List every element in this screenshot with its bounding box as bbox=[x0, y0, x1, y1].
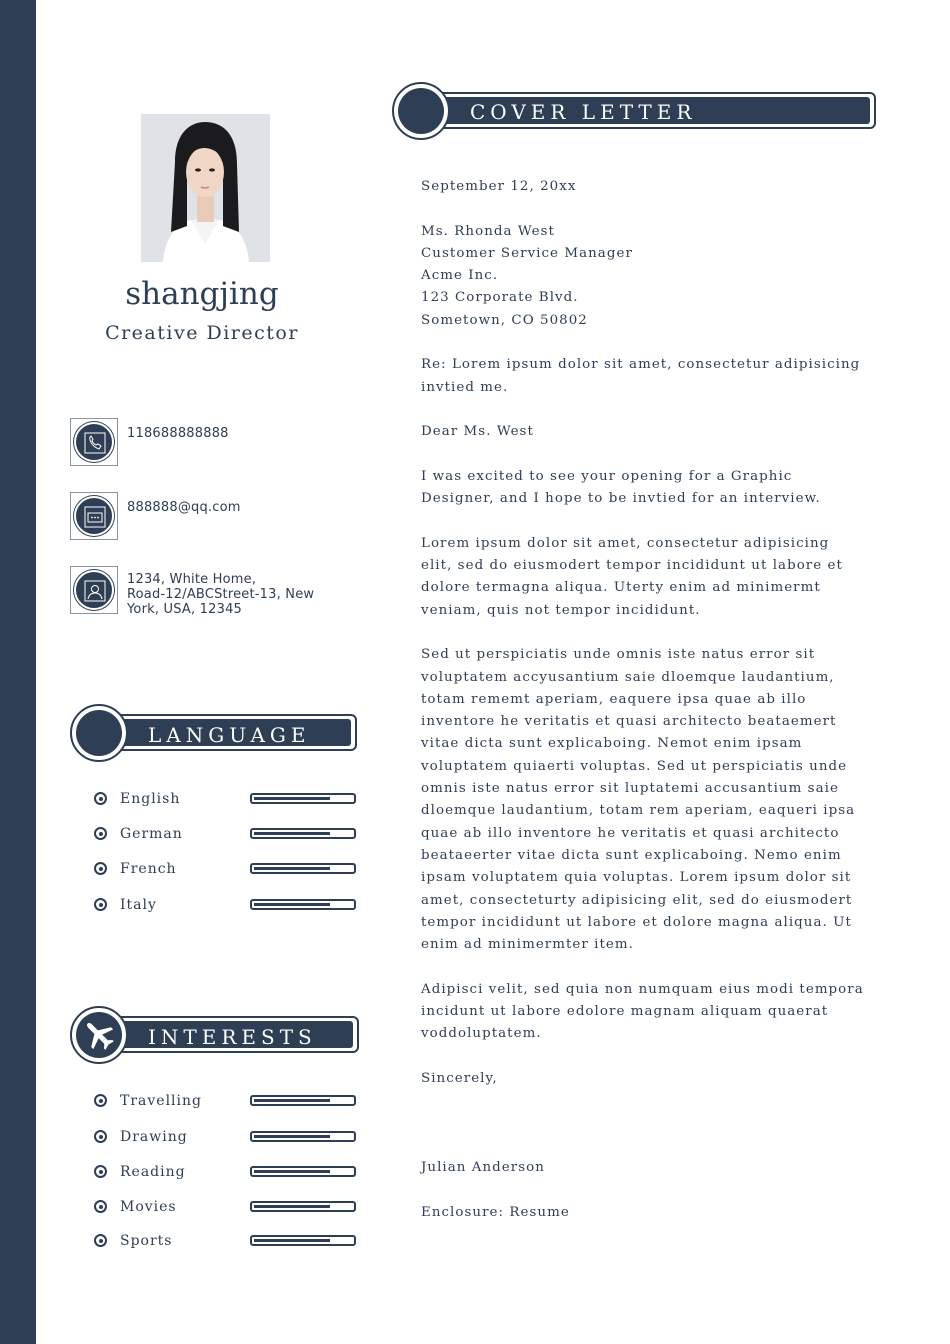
recipient-line: Ms. Rhonda West bbox=[421, 223, 555, 239]
subject-line: Re: Lorem ipsum dolor sit amet, consectetur adipisicing bbox=[421, 357, 861, 373]
subject-line: invtied me. bbox=[421, 379, 509, 395]
interests-level-bar bbox=[250, 1166, 356, 1177]
recipient-line: 123 Corporate Blvd. bbox=[421, 290, 579, 306]
paragraph-line: voluptatem quiaerti voluptas. Sed ut perspiciatis unde bbox=[421, 758, 848, 774]
paragraph-line: vitae dicta sunt explicaboing. Nemot enim ipsam bbox=[421, 736, 803, 752]
paragraph-line: enim ad minimermter item. bbox=[421, 937, 634, 953]
interests-level-fill bbox=[254, 1205, 330, 1208]
portrait-image bbox=[141, 114, 270, 262]
interests-name: Drawing bbox=[120, 1129, 188, 1145]
target-bullet-icon bbox=[94, 1200, 107, 1213]
paragraph-line: voddoluptatem. bbox=[421, 1026, 542, 1042]
paragraph-line: beataeerter vitae dicta sunt explicaboing. Nemo enim bbox=[421, 847, 842, 863]
cover-letter-body bbox=[421, 176, 891, 1224]
paragraph-line: inventore he veritatis et quasi architecto beataemert bbox=[421, 714, 837, 730]
phone-icon-box bbox=[70, 418, 118, 466]
interests-level-fill bbox=[254, 1135, 330, 1138]
interests-level-bar bbox=[250, 1201, 356, 1212]
address-text bbox=[127, 572, 327, 617]
email-icon-box bbox=[70, 492, 118, 540]
paragraph-line: Sed ut perspiciatis unde omnis iste natus error sit bbox=[421, 647, 816, 663]
recipient-line: Sometown, CO 50802 bbox=[421, 312, 588, 328]
location-icon-box bbox=[70, 566, 118, 614]
languages-name: German bbox=[120, 826, 183, 842]
languages-level-fill bbox=[254, 832, 330, 835]
paragraph-line: totam rememt aperiam, eaquere ipsa quae ab illo bbox=[421, 691, 807, 707]
languages-name: French bbox=[120, 861, 177, 877]
target-bullet-icon bbox=[94, 1234, 107, 1247]
target-bullet-icon bbox=[94, 1094, 107, 1107]
phone-number: 118688888888 bbox=[127, 426, 229, 441]
interests-name: Reading bbox=[120, 1164, 186, 1180]
paragraph-line: voluptatem accyusantium saie dloemque laudantium, bbox=[421, 669, 835, 685]
address-line-2: Road-12/ABCStreet-13, New bbox=[127, 587, 315, 602]
paragraph-line: tempor incididunt ut labore et dolore magna aliqua. Ut bbox=[421, 914, 852, 930]
left-accent-bar bbox=[0, 0, 36, 1344]
paragraph-line: dolore termagna aliqua. Uterty enim ad minimermt bbox=[421, 580, 821, 596]
letter-date: September 12, 20xx bbox=[421, 179, 577, 194]
languages-level-fill bbox=[254, 797, 330, 800]
target-bullet-icon bbox=[94, 1165, 107, 1178]
recipient-line: Customer Service Manager bbox=[421, 245, 633, 261]
language-title: LANGUAGE bbox=[148, 723, 311, 747]
interests-level-bar bbox=[250, 1095, 356, 1106]
cover-letter-heading bbox=[392, 82, 878, 132]
interests-title: INTERESTS bbox=[148, 1025, 317, 1049]
paragraph-line: omnis iste natus error sit luptatemi accusantium saie bbox=[421, 781, 839, 797]
profile-title: Creative Director bbox=[105, 322, 299, 344]
interests-level-bar bbox=[250, 1235, 356, 1246]
paragraph-line: Lorem ipsum dolor sit amet, consectetur adipisicing bbox=[421, 535, 830, 551]
interests-heading bbox=[70, 1006, 360, 1056]
target-bullet-icon bbox=[94, 898, 107, 911]
languages-item bbox=[93, 861, 358, 879]
interests-name: Travelling bbox=[120, 1093, 202, 1109]
interests-item bbox=[93, 1164, 358, 1182]
airplane-icon bbox=[76, 1012, 122, 1058]
interests-item bbox=[93, 1199, 358, 1217]
interests-name: Sports bbox=[120, 1233, 173, 1249]
location-icon bbox=[83, 579, 107, 603]
target-bullet-icon bbox=[94, 862, 107, 875]
paragraph-line: elit, sed do eiusmodert tempor incididunt ut labore et bbox=[421, 558, 843, 574]
recipient-line: Acme Inc. bbox=[421, 268, 499, 284]
address-line-3: York, USA, 12345 bbox=[127, 602, 243, 617]
target-bullet-icon bbox=[94, 792, 107, 805]
email-icon bbox=[83, 505, 107, 529]
letter-closing: Sincerely, bbox=[421, 1070, 498, 1086]
target-bullet-icon bbox=[94, 1130, 107, 1143]
paragraph-line: dloemque laudantium, totam rem aperiam, eaqueri ipsa bbox=[421, 803, 856, 819]
languages-level-fill bbox=[254, 867, 330, 870]
languages-level-bar bbox=[250, 863, 356, 874]
cover-letter-title: COVER LETTER bbox=[470, 100, 697, 124]
email-address: 888888@qq.com bbox=[127, 500, 241, 515]
interests-item bbox=[93, 1233, 358, 1251]
interests-level-bar bbox=[250, 1131, 356, 1142]
profile-photo bbox=[141, 114, 270, 262]
languages-item bbox=[93, 897, 358, 915]
paragraph-line: I was excited to see your opening for a Graphic bbox=[421, 468, 793, 484]
letter-greeting: Dear Ms. West bbox=[421, 424, 534, 440]
languages-level-bar bbox=[250, 828, 356, 839]
address-line-1: 1234, White Home, bbox=[127, 572, 257, 587]
interests-name: Movies bbox=[120, 1199, 177, 1215]
paragraph-line: Adipisci velit, sed quia non numquam eius modi tempora bbox=[421, 981, 864, 997]
languages-name: Italy bbox=[120, 897, 157, 913]
target-bullet-icon bbox=[94, 827, 107, 840]
languages-name: English bbox=[120, 791, 181, 807]
phone-icon bbox=[83, 431, 107, 455]
languages-level-fill bbox=[254, 903, 330, 906]
interests-item bbox=[93, 1093, 358, 1111]
paragraph-line: veniam, quis not tempor incididunt. bbox=[421, 602, 701, 618]
languages-item bbox=[93, 826, 358, 844]
paragraph-line: incidunt ut labore edolore magnam aliquam quaerat bbox=[421, 1003, 829, 1019]
paragraph-line: amet, consecteturty adipisicing elit, sed do eiusmodert bbox=[421, 892, 853, 908]
paragraph-line: Designer, and I hope to be invtied for an interview. bbox=[421, 491, 821, 507]
interests-item bbox=[93, 1129, 358, 1147]
paragraph-line: ipsam voluptatem quia voluptas. Lorem ipsum dolor sit bbox=[421, 870, 852, 886]
languages-level-bar bbox=[250, 793, 356, 804]
paragraph-line: quae ab illo inventore he veritatis et quasi architecto bbox=[421, 825, 840, 841]
interests-level-fill bbox=[254, 1099, 330, 1102]
languages-item bbox=[93, 791, 358, 809]
interests-level-fill bbox=[254, 1239, 330, 1242]
letter-enclosure: Enclosure: Resume bbox=[421, 1204, 570, 1220]
language-heading bbox=[70, 704, 360, 754]
profile-name: shangjing bbox=[125, 276, 279, 312]
languages-level-bar bbox=[250, 899, 356, 910]
letter-signature: Julian Anderson bbox=[421, 1160, 545, 1176]
interests-level-fill bbox=[254, 1170, 330, 1173]
